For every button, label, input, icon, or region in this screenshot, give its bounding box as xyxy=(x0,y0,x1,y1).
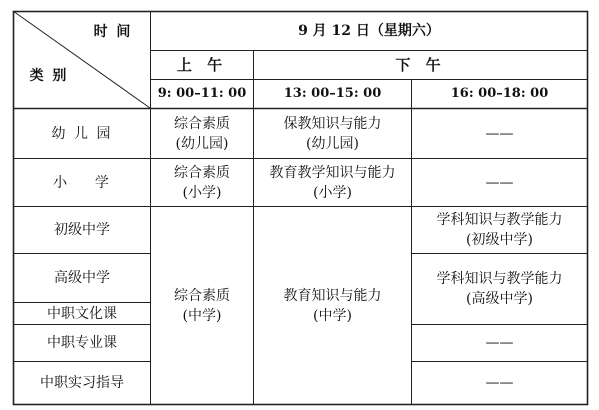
cell-primary-morning-subject: 综合素质 xyxy=(174,164,230,181)
category-junior-middle: 初级中学 xyxy=(54,222,110,238)
cell-primary-afternoon-1 xyxy=(254,159,411,206)
cell-kg-morning-subject: 综合素质 xyxy=(174,115,230,132)
cell-junior-afternoon-2-subject: 学科知识与教学能力 xyxy=(436,212,563,228)
cell-middle-morning-subject: 综合素质 xyxy=(174,287,230,304)
cell-primary-afternoon-1-subject: 教育教学知识与能力 xyxy=(269,164,396,181)
category-primary: 小 学 xyxy=(53,174,111,191)
header-morning: 上 午 xyxy=(176,56,228,74)
slot-afternoon-1: 13: 00–15: 00 xyxy=(283,86,382,101)
header-afternoon: 下 午 xyxy=(395,56,446,74)
cell-junior-afternoon-2 xyxy=(412,207,587,253)
cell-senior-afternoon-2-subject: 学科知识与教学能力 xyxy=(436,271,563,287)
cell-kg-afternoon-2: —— xyxy=(485,125,514,142)
cell-kg-afternoon-1 xyxy=(254,109,411,158)
slot-morning: 9: 00–11: 00 xyxy=(157,86,247,101)
header-time-label: 时 间 xyxy=(93,24,133,40)
cell-middle-morning-level: (中学) xyxy=(182,307,222,324)
cell-kg-afternoon-1-level: (幼儿园) xyxy=(306,135,359,152)
cell-primary-morning xyxy=(151,159,253,206)
cell-voc-practice-afternoon-2: —— xyxy=(485,375,514,391)
slot-afternoon-2: 16: 00–18: 00 xyxy=(450,86,549,101)
cell-middle-afternoon-1-level: (中学) xyxy=(313,307,352,324)
header-date: 9 月 12 日（星期六） xyxy=(298,23,440,39)
cell-primary-morning-level: (小学) xyxy=(182,184,222,201)
cell-middle-morning xyxy=(151,207,253,404)
category-kindergarten: 幼 儿 园 xyxy=(51,125,113,142)
cell-voc-professional-afternoon-2: —— xyxy=(485,335,514,351)
category-senior-middle: 高级中学 xyxy=(54,270,110,286)
header-category-label: 类 别 xyxy=(29,68,69,84)
category-voc-culture: 中职文化课 xyxy=(47,305,117,322)
cell-senior-afternoon-2 xyxy=(412,254,587,324)
cell-kg-afternoon-1-subject: 保教知识与能力 xyxy=(283,115,382,132)
cell-junior-afternoon-2-level: (初级中学) xyxy=(466,232,533,248)
cell-kg-morning xyxy=(151,109,253,158)
category-voc-practice: 中职实习指导 xyxy=(40,375,124,391)
cell-senior-afternoon-2-level: (高级中学) xyxy=(466,291,533,307)
cell-primary-afternoon-2: —— xyxy=(485,174,514,191)
cell-primary-afternoon-1-level: (小学) xyxy=(313,184,352,201)
category-voc-professional: 中职专业课 xyxy=(47,335,117,351)
cell-kg-morning-level: (幼儿园) xyxy=(175,135,229,152)
cell-middle-afternoon-1 xyxy=(254,207,411,404)
cell-middle-afternoon-1-subject: 教育知识与能力 xyxy=(283,287,382,304)
